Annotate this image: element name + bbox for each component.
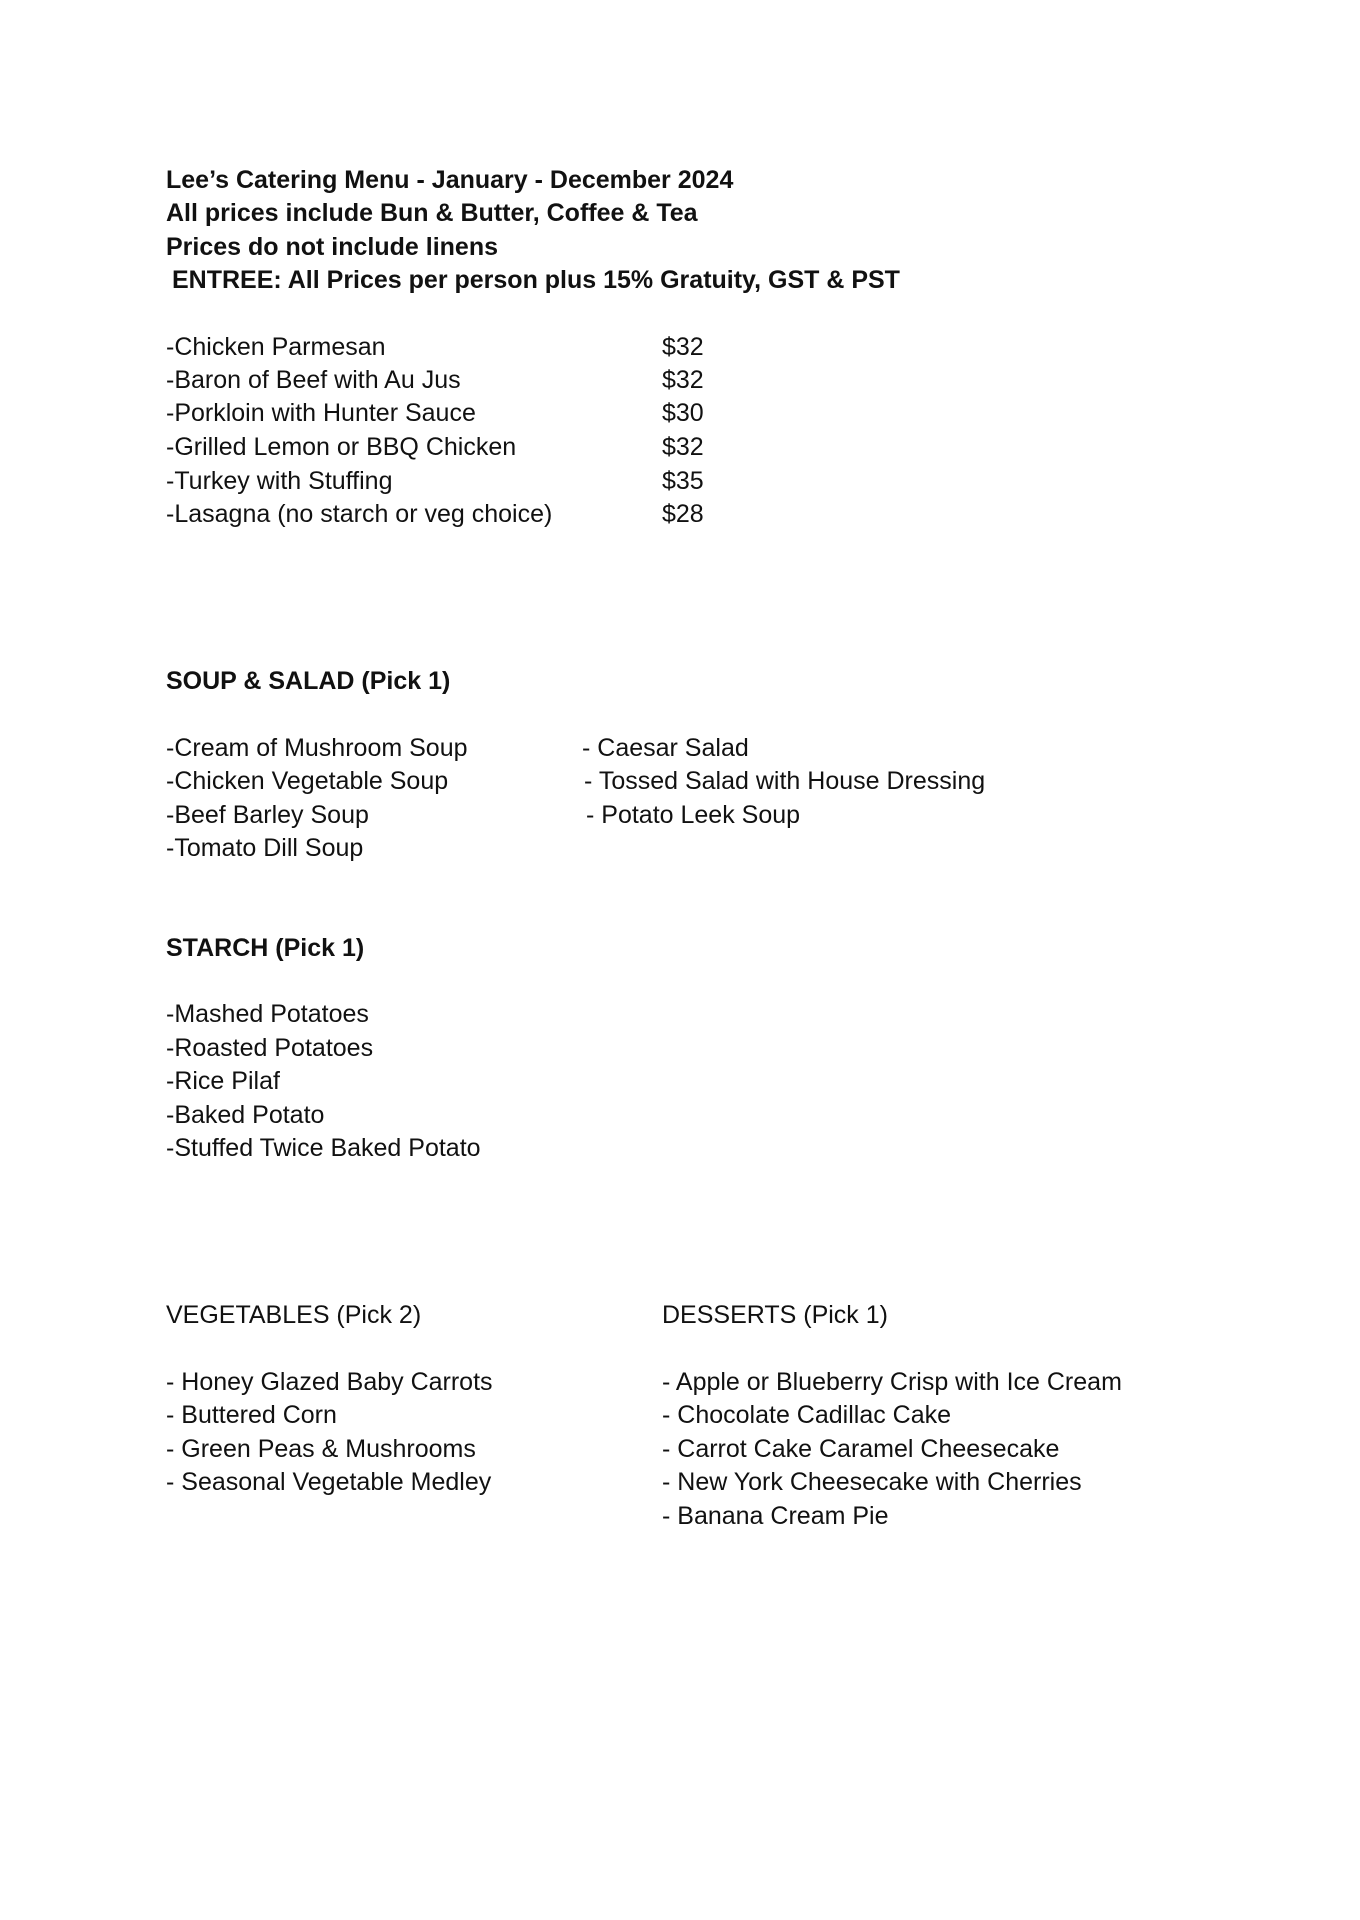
list-item: - Apple or Blueberry Crisp with Ice Cream <box>662 1368 1122 1396</box>
entree-price: $28 <box>662 500 704 528</box>
entree-pricing-note: ENTREE: All Prices per person plus 15% Gratuity, GST & PST <box>172 266 900 294</box>
entree-price: $35 <box>662 467 704 495</box>
entree-price: $32 <box>662 366 704 394</box>
list-item: - Chocolate Cadillac Cake <box>662 1401 952 1429</box>
entree-item <box>166 331 726 364</box>
entree-price: $32 <box>662 433 704 461</box>
entree-price: $32 <box>662 333 704 361</box>
list-item: -Mashed Potatoes <box>166 1000 369 1028</box>
vegetables-heading: VEGETABLES (Pick 2) <box>166 1301 422 1329</box>
list-item: -Roasted Potatoes <box>166 1034 374 1062</box>
includes-note: All prices include Bun & Butter, Coffee & Tea <box>166 199 698 227</box>
list-item: - Banana Cream Pie <box>662 1502 889 1530</box>
entree-name: -Turkey with Stuffing <box>166 467 393 495</box>
entree-name: -Lasagna (no starch or veg choice) <box>166 500 553 528</box>
entree-item <box>166 397 726 430</box>
entree-name: -Porkloin with Hunter Sauce <box>166 399 476 427</box>
soup-salad-heading: SOUP & SALAD (Pick 1) <box>166 667 451 695</box>
entree-item <box>166 364 726 397</box>
list-item: - Green Peas & Mushrooms <box>166 1435 476 1463</box>
list-item: - Buttered Corn <box>166 1401 337 1429</box>
menu-title: Lee’s Catering Menu - January - December 2024 <box>166 166 734 194</box>
list-item: - Potato Leek Soup <box>586 801 801 829</box>
entree-item <box>166 431 726 464</box>
list-item: - Carrot Cake Caramel Cheesecake <box>662 1435 1060 1463</box>
list-item: - Seasonal Vegetable Medley <box>166 1468 492 1496</box>
desserts-heading: DESSERTS (Pick 1) <box>662 1301 888 1329</box>
list-item: -Cream of Mushroom Soup <box>166 734 468 762</box>
list-item: -Rice Pilaf <box>166 1067 280 1095</box>
entree-price: $30 <box>662 399 704 427</box>
list-item: - Tossed Salad with House Dressing <box>584 767 986 795</box>
entree-name: -Baron of Beef with Au Jus <box>166 366 461 394</box>
list-item: -Baked Potato <box>166 1101 325 1129</box>
list-item: -Tomato Dill Soup <box>166 834 364 862</box>
list-item: -Chicken Vegetable Soup <box>166 767 449 795</box>
list-item: - Honey Glazed Baby Carrots <box>166 1368 493 1396</box>
list-item: -Beef Barley Soup <box>166 801 369 829</box>
list-item: - New York Cheesecake with Cherries <box>662 1468 1082 1496</box>
list-item: - Caesar Salad <box>582 734 749 762</box>
entree-item <box>166 498 726 531</box>
entree-name: -Grilled Lemon or BBQ Chicken <box>166 433 517 461</box>
entree-name: -Chicken Parmesan <box>166 333 386 361</box>
starch-heading: STARCH (Pick 1) <box>166 934 365 962</box>
entree-item <box>166 465 726 498</box>
list-item: -Stuffed Twice Baked Potato <box>166 1134 481 1162</box>
linens-note: Prices do not include linens <box>166 233 499 261</box>
